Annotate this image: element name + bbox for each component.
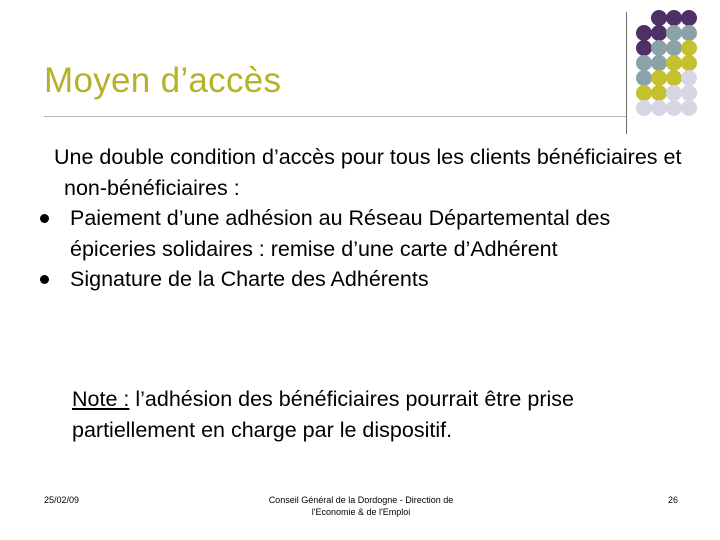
decorative-dot-icon — [636, 70, 652, 86]
footer-date: 25/02/09 — [44, 495, 80, 505]
bullet-dot-icon — [40, 275, 49, 284]
decorative-dot-icon — [651, 55, 667, 71]
decorative-dot-icon — [681, 40, 697, 56]
bullet-list — [38, 203, 698, 295]
page-number: 26 — [667, 495, 678, 505]
decorative-dot-icon — [636, 100, 652, 116]
decorative-dot-icon — [666, 100, 682, 116]
intro-paragraph: Une double condition d’accès pour tous les clients bénéficiaires et non-bénéficiaires : — [54, 145, 682, 200]
note-paragraph — [72, 384, 672, 445]
title-underline — [44, 116, 626, 117]
decorative-dot-icon — [681, 100, 697, 116]
decorative-dot-icon — [636, 85, 652, 101]
decorative-dot-icon — [681, 55, 697, 71]
decorative-dot-icon — [666, 10, 682, 26]
bullet-text: Paiement d’une adhésion au Réseau Départemental des épiceries solidaires : remise d’une carte d’Adhérent — [70, 206, 611, 261]
decorative-dot-icon — [681, 70, 697, 86]
decorative-dot-icon — [681, 10, 697, 26]
footer-org-line1: Conseil Général de la Dordogne - Direction de — [268, 495, 454, 505]
decorative-dot-icon — [636, 40, 652, 56]
bullet-item — [38, 203, 698, 264]
decorative-dot-icon — [651, 10, 667, 26]
slide-title: Moyen d’accès — [44, 61, 282, 100]
decorative-dot-icon — [651, 25, 667, 41]
vertical-divider — [626, 12, 627, 134]
bullet-item — [38, 264, 698, 295]
decorative-dot-icon — [636, 55, 652, 71]
decorative-dot-icon — [666, 85, 682, 101]
decorative-dot-grid — [636, 10, 720, 120]
slide-body — [38, 142, 698, 295]
bullet-dot-icon — [40, 214, 49, 223]
decorative-dot-icon — [651, 70, 667, 86]
decorative-dot-icon — [666, 55, 682, 71]
decorative-dot-icon — [651, 40, 667, 56]
decorative-dot-icon — [666, 40, 682, 56]
note-label: Note : — [72, 387, 130, 411]
note-text: l’adhésion des bénéficiaires pourrait être prise partiellement en charge par le dispositif. — [72, 387, 574, 442]
decorative-dot-icon — [636, 25, 652, 41]
decorative-dot-icon — [666, 25, 682, 41]
decorative-dot-icon — [651, 85, 667, 101]
decorative-dot-icon — [681, 85, 697, 101]
decorative-dot-icon — [681, 25, 697, 41]
footer-org-line2: l'Economie & de l'Emploi — [311, 507, 411, 517]
bullet-text: Signature de la Charte des Adhérents — [70, 267, 429, 291]
footer-organization — [250, 494, 472, 518]
decorative-dot-icon — [666, 70, 682, 86]
decorative-dot-icon — [651, 100, 667, 116]
